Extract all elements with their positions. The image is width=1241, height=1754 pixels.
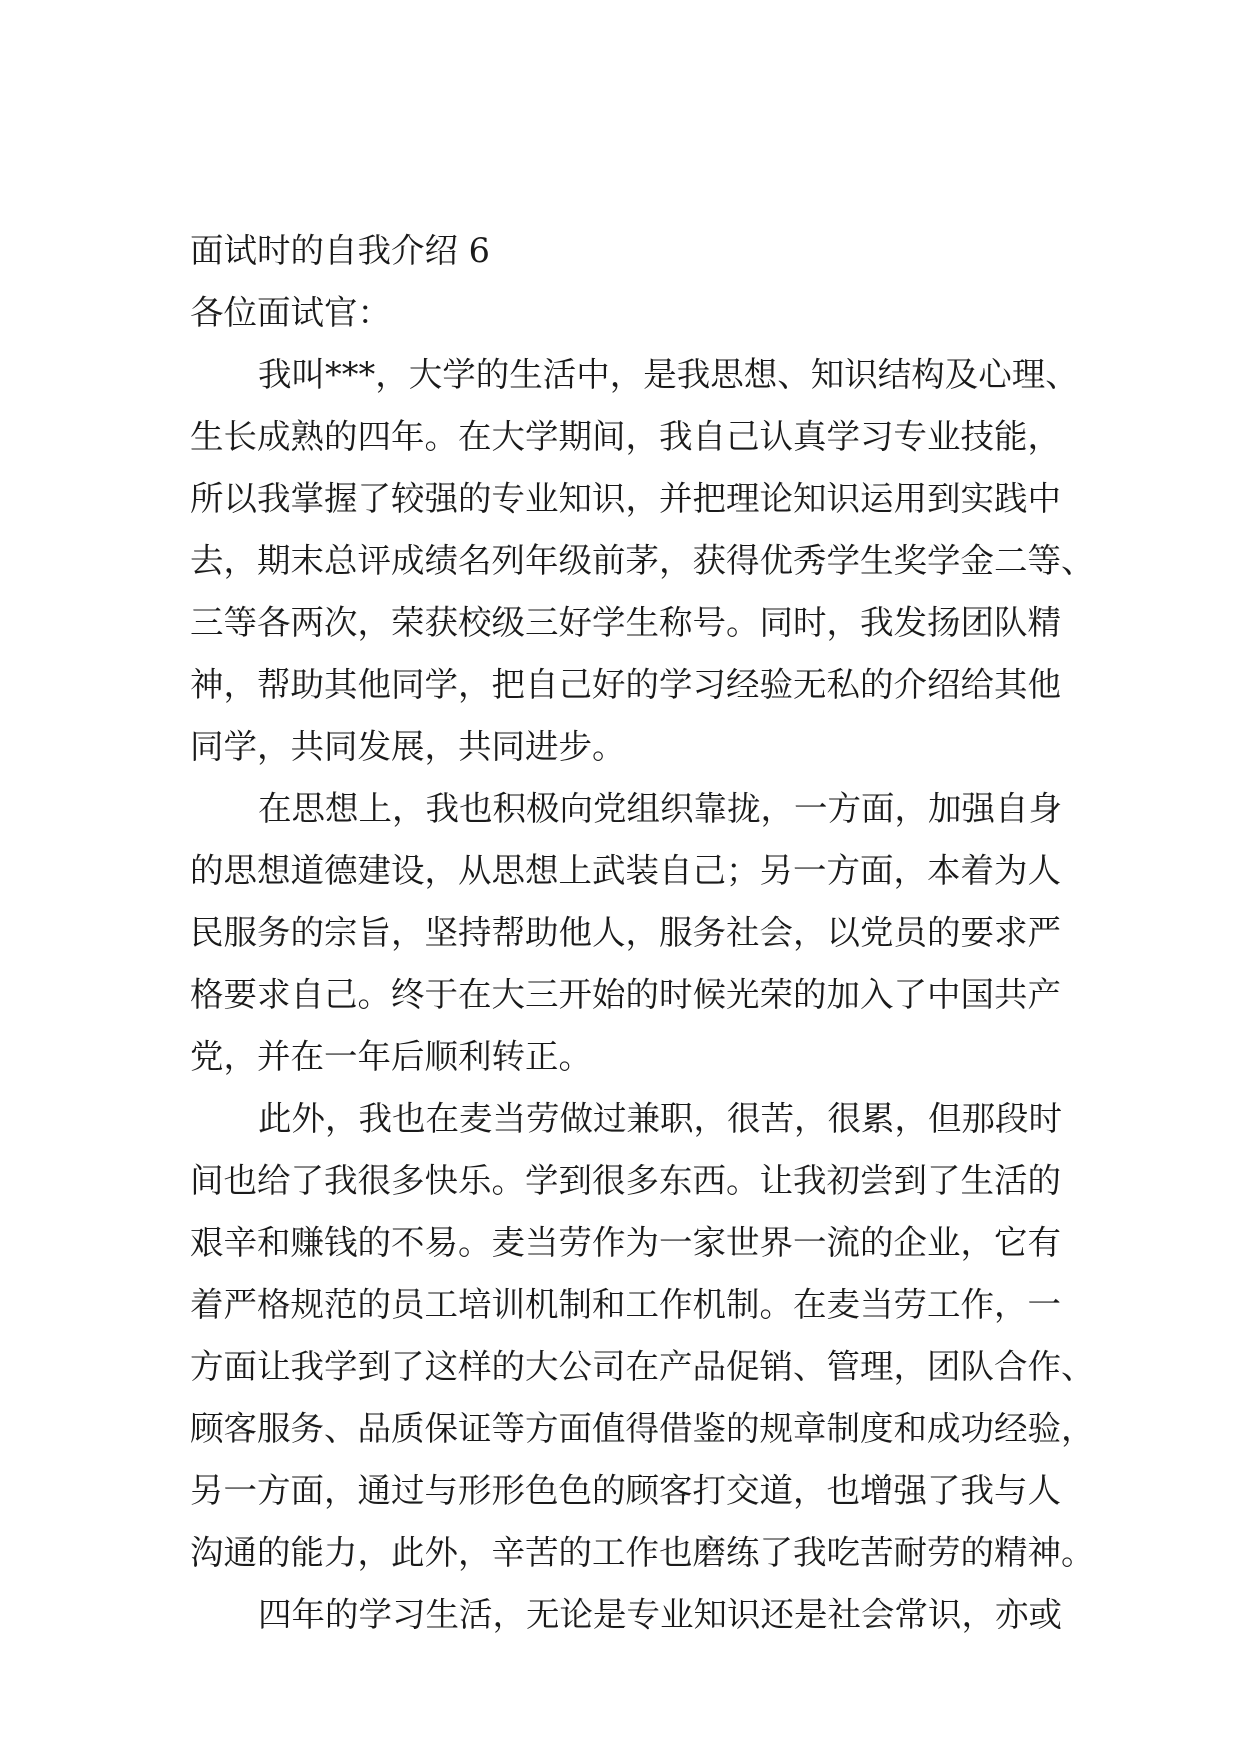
salutation: 各位面试官： bbox=[190, 293, 391, 332]
paragraph-line: 同学，共同发展，共同进步。 bbox=[190, 727, 626, 766]
paragraph-line: 艰辛和赚钱的不易。麦当劳作为一家世界一流的企业，它有 bbox=[190, 1223, 1061, 1262]
paragraph-line: 间也给了我很多快乐。学到很多东西。让我初尝到了生活的 bbox=[190, 1161, 1061, 1200]
paragraph-line: 此外，我也在麦当劳做过兼职，很苦，很累，但那段时 bbox=[258, 1099, 1062, 1138]
paragraph-line: 三等各两次，荣获校级三好学生称号。同时，我发扬团队精 bbox=[190, 603, 1061, 642]
paragraph-line: 的思想道德建设，从思想上武装自己；另一方面，本着为人 bbox=[190, 851, 1061, 890]
paragraph-line: 方面让我学到了这样的大公司在产品促销、管理，团队合作、 bbox=[190, 1347, 1095, 1386]
paragraph-line: 沟通的能力，此外，辛苦的工作也磨练了我吃苦耐劳的精神。 bbox=[190, 1533, 1095, 1572]
paragraph-line: 去，期末总评成绩名列年级前茅，获得优秀学生奖学金二等、 bbox=[190, 541, 1095, 580]
paragraph-line: 所以我掌握了较强的专业知识，并把理论知识运用到实践中 bbox=[190, 479, 1061, 518]
paragraph-2 bbox=[190, 778, 1060, 1088]
paragraph-line: 着严格规范的员工培训机制和工作机制。在麦当劳工作，一 bbox=[190, 1285, 1061, 1324]
paragraph-line: 神，帮助其他同学，把自己好的学习经验无私的介绍给其他 bbox=[190, 665, 1061, 704]
document-body bbox=[190, 220, 1095, 1646]
paragraph-line: 四年的学习生活，无论是专业知识还是社会常识，亦或 bbox=[258, 1595, 1062, 1634]
paragraph-line: 另一方面，通过与形形色色的顾客打交道，也增强了我与人 bbox=[190, 1471, 1061, 1510]
paragraph-line: 我叫***，大学的生活中，是我思想、知识结构及心理、 bbox=[258, 355, 1079, 394]
paragraph-1 bbox=[190, 344, 1095, 778]
paragraph-line: 格要求自己。终于在大三开始的时候光荣的加入了中国共产 bbox=[190, 975, 1061, 1014]
paragraph-line: 顾客服务、品质保证等方面值得借鉴的规章制度和成功经验， bbox=[190, 1409, 1095, 1448]
document-title: 面试时的自我介绍 6 bbox=[190, 231, 490, 270]
paragraph-line: 在思想上，我也积极向党组织靠拢，一方面，加强自身 bbox=[258, 789, 1062, 828]
paragraph-line: 党，并在一年后顺利转正。 bbox=[190, 1037, 592, 1076]
paragraph-3 bbox=[190, 1088, 1095, 1584]
paragraph-line: 民服务的宗旨，坚持帮助他人，服务社会，以党员的要求严 bbox=[190, 913, 1061, 952]
paragraph-line: 生长成熟的四年。在大学期间，我自己认真学习专业技能， bbox=[190, 417, 1061, 456]
paragraph-4 bbox=[190, 1584, 1060, 1646]
